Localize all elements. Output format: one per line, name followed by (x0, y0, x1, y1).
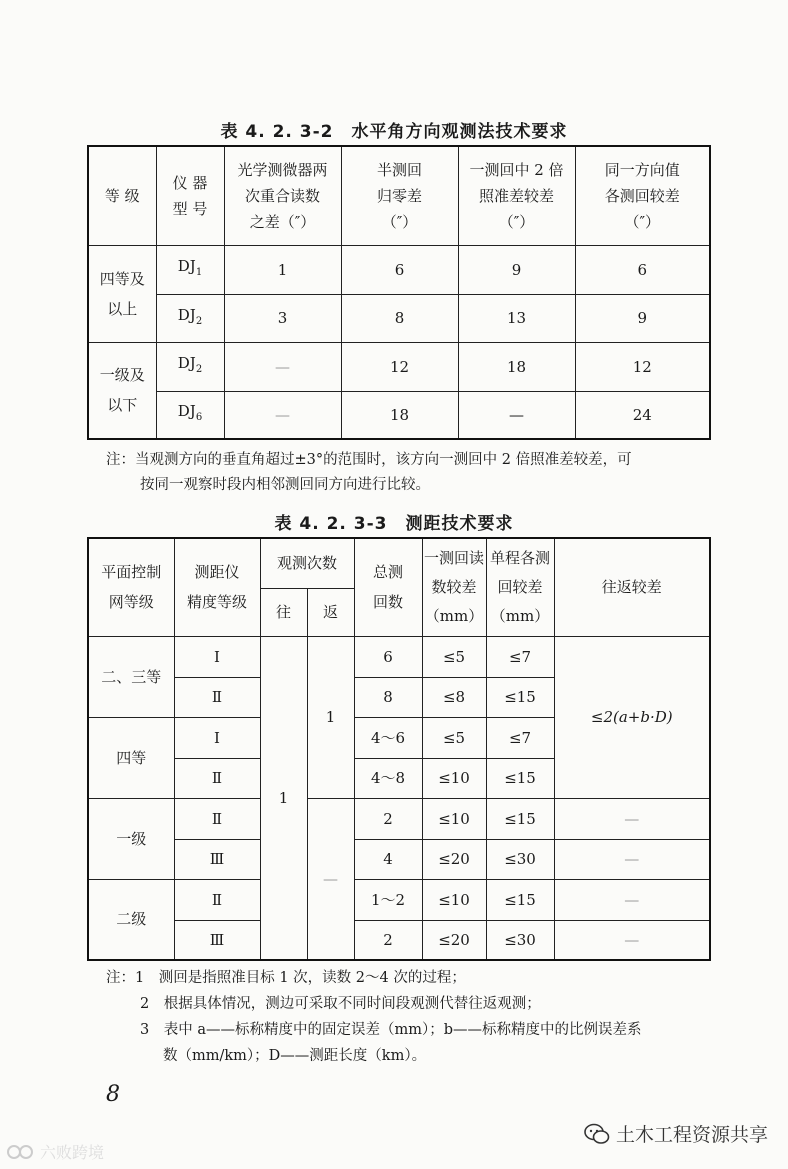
watermark-left (6, 1140, 104, 1163)
t1-cell: 6 (341, 245, 458, 294)
t2-header-roundtrip: 往返较差 (554, 538, 710, 636)
t2-total: 2 (354, 920, 422, 960)
t1-header-half-return: 半测回 归零差 （″） (341, 146, 458, 245)
t2-single: ≤15 (486, 677, 554, 717)
t2-reading: ≤20 (422, 920, 486, 960)
t2-header-single: 单程各测 回较差 （mm） (486, 538, 554, 636)
t1-cell: 18 (458, 342, 575, 391)
t2-single: ≤15 (486, 879, 554, 920)
t1-cell: 12 (575, 342, 710, 391)
t1-cell: — (458, 391, 575, 439)
t2-precision: Ⅱ (174, 677, 260, 717)
t2-reading: ≤5 (422, 636, 486, 677)
t1-header-micrometer: 光学测微器两 次重合读数 之差（″） (224, 146, 341, 245)
t2-single: ≤7 (486, 717, 554, 758)
page-number: 8 (106, 1082, 120, 1107)
t2-back-value-bottom: — (307, 798, 354, 960)
t2-total: 4～8 (354, 758, 422, 798)
t2-precision: Ⅲ (174, 920, 260, 960)
t1-cell: 6 (575, 245, 710, 294)
logo-icon (6, 1144, 36, 1160)
table1 (87, 145, 711, 440)
t2-total: 4 (354, 839, 422, 879)
t2-precision: Ⅱ (174, 879, 260, 920)
t1-cell: 12 (341, 342, 458, 391)
t2-precision: Ⅱ (174, 798, 260, 839)
wechat-icon (584, 1123, 610, 1145)
t1-instrument: $DJ_6$ (156, 391, 224, 439)
t1-cell: — (224, 342, 341, 391)
t1-cell: 13 (458, 294, 575, 342)
table1-note-line2: 按同一观察时段内相邻测回同方向进行比较。 (140, 477, 430, 493)
t2-roundtrip: — (554, 839, 710, 879)
t2-total: 2 (354, 798, 422, 839)
table2-note-3: 3 表中 a——标称精度中的固定误差（mm）；b——标称精度中的比例误差系 (140, 1022, 642, 1038)
t1-cell: 8 (341, 294, 458, 342)
t2-header-grade: 平面控制 网等级 (88, 538, 174, 636)
t2-header-obs: 观测次数 (260, 538, 354, 588)
t1-instrument: $DJ_2$ (156, 294, 224, 342)
t2-reading: ≤5 (422, 717, 486, 758)
watermark-right (584, 1120, 768, 1147)
t1-cell: 9 (458, 245, 575, 294)
t2-reading: ≤10 (422, 758, 486, 798)
t2-single: ≤15 (486, 798, 554, 839)
table1-title: 表 4. 2. 3-2 水平角方向观测法技术要求 (220, 122, 568, 142)
t2-forward-value: 1 (260, 636, 307, 960)
t2-precision: Ⅲ (174, 839, 260, 879)
t2-header-precision: 测距仪 精度等级 (174, 538, 260, 636)
t2-roundtrip: — (554, 879, 710, 920)
table2-note-2: 2 根据具体情况，测边可采取不同时间段观测代替往返观测； (140, 996, 541, 1012)
t2-total: 8 (354, 677, 422, 717)
t2-group-level1: 一级 (88, 798, 174, 879)
t1-instrument: $DJ_2$ (156, 342, 224, 391)
t2-single: ≤15 (486, 758, 554, 798)
t2-header-back: 返 (307, 588, 354, 636)
table2-title: 表 4. 2. 3-3 测距技术要求 (274, 514, 514, 534)
t2-group-4: 四等 (88, 717, 174, 798)
table1-note-line1: 注：当观测方向的垂直角超过±3°的范围时，该方向一测回中 2 倍照准差较差，可 (106, 452, 632, 468)
t1-cell: 1 (224, 245, 341, 294)
t2-precision: Ⅱ (174, 758, 260, 798)
t2-roundtrip-formula: ≤2(a+b·D) (554, 636, 710, 798)
t1-cell: — (224, 391, 341, 439)
t1-header-direction-diff: 同一方向值 各测回较差 （″） (575, 146, 710, 245)
t2-precision: Ⅰ (174, 717, 260, 758)
t1-header-instrument: 仪 器 型 号 (156, 146, 224, 245)
table2-note-1: 注：1 测回是指照准目标 1 次，读数 2～4 次的过程； (106, 970, 466, 986)
t1-cell: 24 (575, 391, 710, 439)
t2-reading: ≤10 (422, 798, 486, 839)
t2-precision: Ⅰ (174, 636, 260, 677)
table2 (87, 537, 711, 961)
t1-header-grade: 等 级 (88, 146, 156, 245)
t2-total: 4～6 (354, 717, 422, 758)
t2-total: 6 (354, 636, 422, 677)
table2-note-4: 数（mm/km）；D——测距长度（km）。 (163, 1048, 427, 1064)
t2-header-reading: 一测回读 数较差 （mm） (422, 538, 486, 636)
t2-single: ≤30 (486, 920, 554, 960)
t2-roundtrip: — (554, 920, 710, 960)
t2-reading: ≤10 (422, 879, 486, 920)
t1-group-lower: 一级及 以下 (88, 342, 156, 439)
t1-cell: 3 (224, 294, 341, 342)
t2-back-value-top: 1 (307, 636, 354, 798)
watermark-left-text: 六败跨境 (40, 1143, 105, 1162)
t2-single: ≤30 (486, 839, 554, 879)
t1-cell: 9 (575, 294, 710, 342)
t2-single: ≤7 (486, 636, 554, 677)
t1-header-2c-diff: 一测回中 2 倍 照准差较差 （″） (458, 146, 575, 245)
t2-roundtrip: — (554, 798, 710, 839)
t1-instrument: $DJ_1$ (156, 245, 224, 294)
t1-group-upper: 四等及 以上 (88, 245, 156, 342)
t2-reading: ≤8 (422, 677, 486, 717)
t2-header-total: 总测 回数 (354, 538, 422, 636)
watermark-right-text: 土木工程资源共享 (616, 1124, 769, 1146)
t1-cell: 18 (341, 391, 458, 439)
t2-reading: ≤20 (422, 839, 486, 879)
t2-header-forward: 往 (260, 588, 307, 636)
t2-group-level2: 二级 (88, 879, 174, 960)
t2-group-2-3: 二、三等 (88, 636, 174, 717)
t2-total: 1～2 (354, 879, 422, 920)
